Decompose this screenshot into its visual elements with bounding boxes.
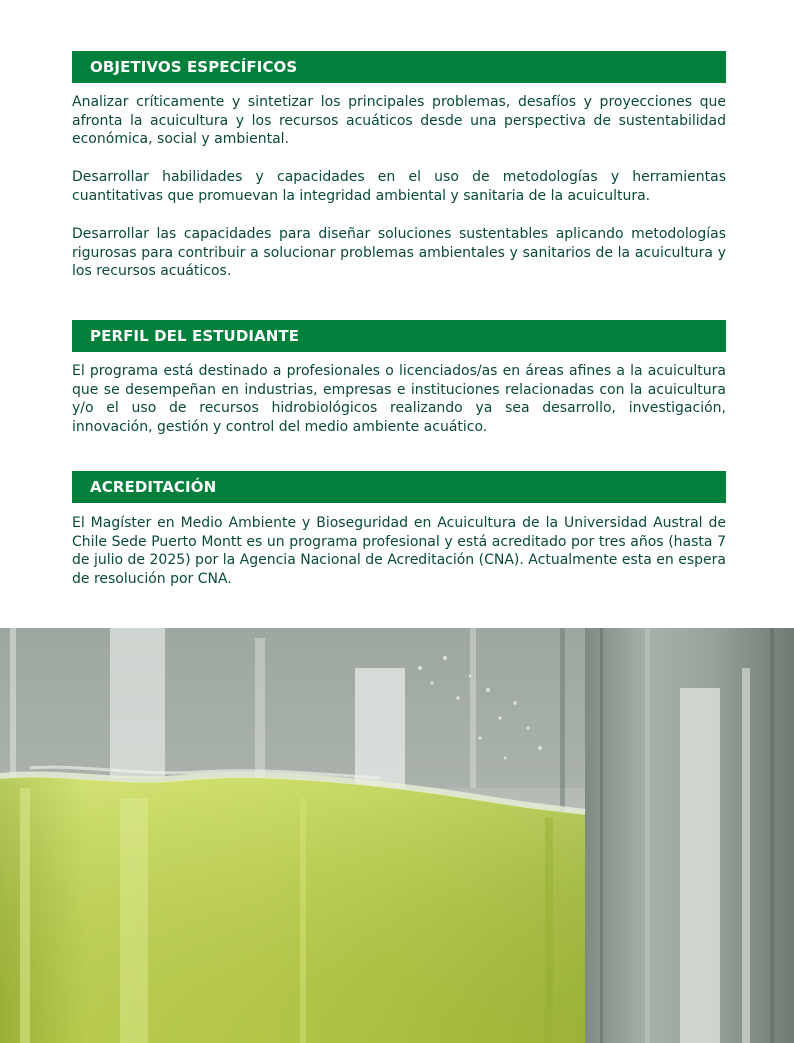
perfil-paragraph: El programa está destinado a profesionales o licenciados/as en áreas afines a la acuicultura que se desempeñan en industrias, empresas e instituciones relacionadas con la acuicultura y/o el uso de recursos hidrobiológicos realizando ya sea desarrollo, investigación, innovación, gestión y control del medio ambiente acuático. (72, 363, 726, 435)
section-heading-perfil: PERFIL DEL ESTUDIANTE (72, 320, 726, 352)
acreditacion-paragraph: El Magíster en Medio Ambiente y Bioseguridad en Acuicultura de la Universidad Austral de Chile Sede Puerto Montt es un programa profesional y está acreditado por tres años (hasta 7 de julio de 2025) por la Agencia Nacional de Acreditación (CNA). Actualmente esta en espera de resolución por CNA. (72, 515, 726, 587)
section-heading-objetivos: OBJETIVOS ESPECÍFICOS (72, 51, 726, 83)
section-heading-acreditacion: ACREDITACIÓN (72, 471, 726, 503)
objetivo-paragraph-2: Desarrollar habilidades y capacidades en el uso de metodologías y herramientas cuantitativas que promuevan la integridad ambiental y sanitaria de la acuicultura. (72, 169, 726, 204)
objetivo-paragraph-3: Desarrollar las capacidades para diseñar soluciones sustentables aplicando metodologías rigurosas para contribuir a solucionar problemas ambientales y sanitarios de la acuicultura y los recursos acuáticos. (72, 226, 726, 279)
microalgae-culture-photo (0, 628, 794, 1043)
objetivo-paragraph-1: Analizar críticamente y sintetizar los principales problemas, desafíos y proyecciones que afronta la acuicultura y los recursos acuáticos desde una perspectiva de sustentabilidad económica, social y ambiental. (72, 94, 726, 147)
